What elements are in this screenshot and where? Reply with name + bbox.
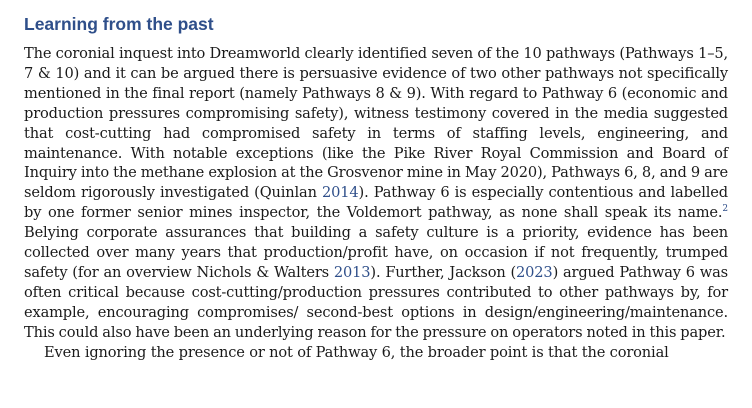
- section-heading: Learning from the past: [24, 14, 214, 34]
- article-body: [24, 12, 728, 363]
- paragraph-text-3: Belying corporate assurances that building a safety culture is a priority, evidence has been collected over many years that production/profit have, on occasion if not frequently, trumped safety (for an overview Nichols & Walters: [24, 224, 728, 281]
- citation-link-nichols-walters-2013[interactable]: 2013: [333, 263, 371, 281]
- body-paragraph: [24, 44, 728, 343]
- footnote-marker[interactable]: 2: [722, 204, 728, 215]
- next-paragraph-start: Even ignoring the presence or not of Pathway 6, the broader point is that the coronial: [44, 343, 669, 361]
- paragraph-text-1: The coronial inquest into Dreamworld clearly identified seven of the 10 pathways (Pathways 1–5, 7 & 10) and it can be argued there is persuasive evidence of two other pathways not specifically mentioned in the final report (namely Pathways 8 & 9). With regard to Pathway 6 (economic and production pressures compromising safety), witness testimony covered in the media suggested that cost-cutting had compromised safety in terms of staffing levels, engineering, and maintenance. With notable exceptions (like the Pike River Royal Commission and Board of Inquiry into the methane explosion at the Grosvenor mine in May 2020), Pathways 6, 8, and 9 are seldom rigorously investigated (Quinlan: [24, 45, 728, 202]
- citation-link-quinlan-2014[interactable]: 2014: [321, 184, 359, 202]
- paragraph-text-4: ). Further, Jackson (: [370, 263, 517, 281]
- paragraph-text-2: ). Pathway 6 is especially contentious and labelled by one former senior mines inspector, the Voldemort pathway, as none shall speak its name.: [24, 184, 728, 222]
- citation-link-jackson-2023[interactable]: 2023: [516, 263, 553, 281]
- paragraph-text-5: ) argued Pathway 6 was often critical because cost-cutting/production pressures contributed to other pathways by, for example, encouraging compromises/ second-best options in design/engineering/maintenance. This could also have been an underlying reason for the pressure on operators noted in this paper.: [24, 263, 728, 341]
